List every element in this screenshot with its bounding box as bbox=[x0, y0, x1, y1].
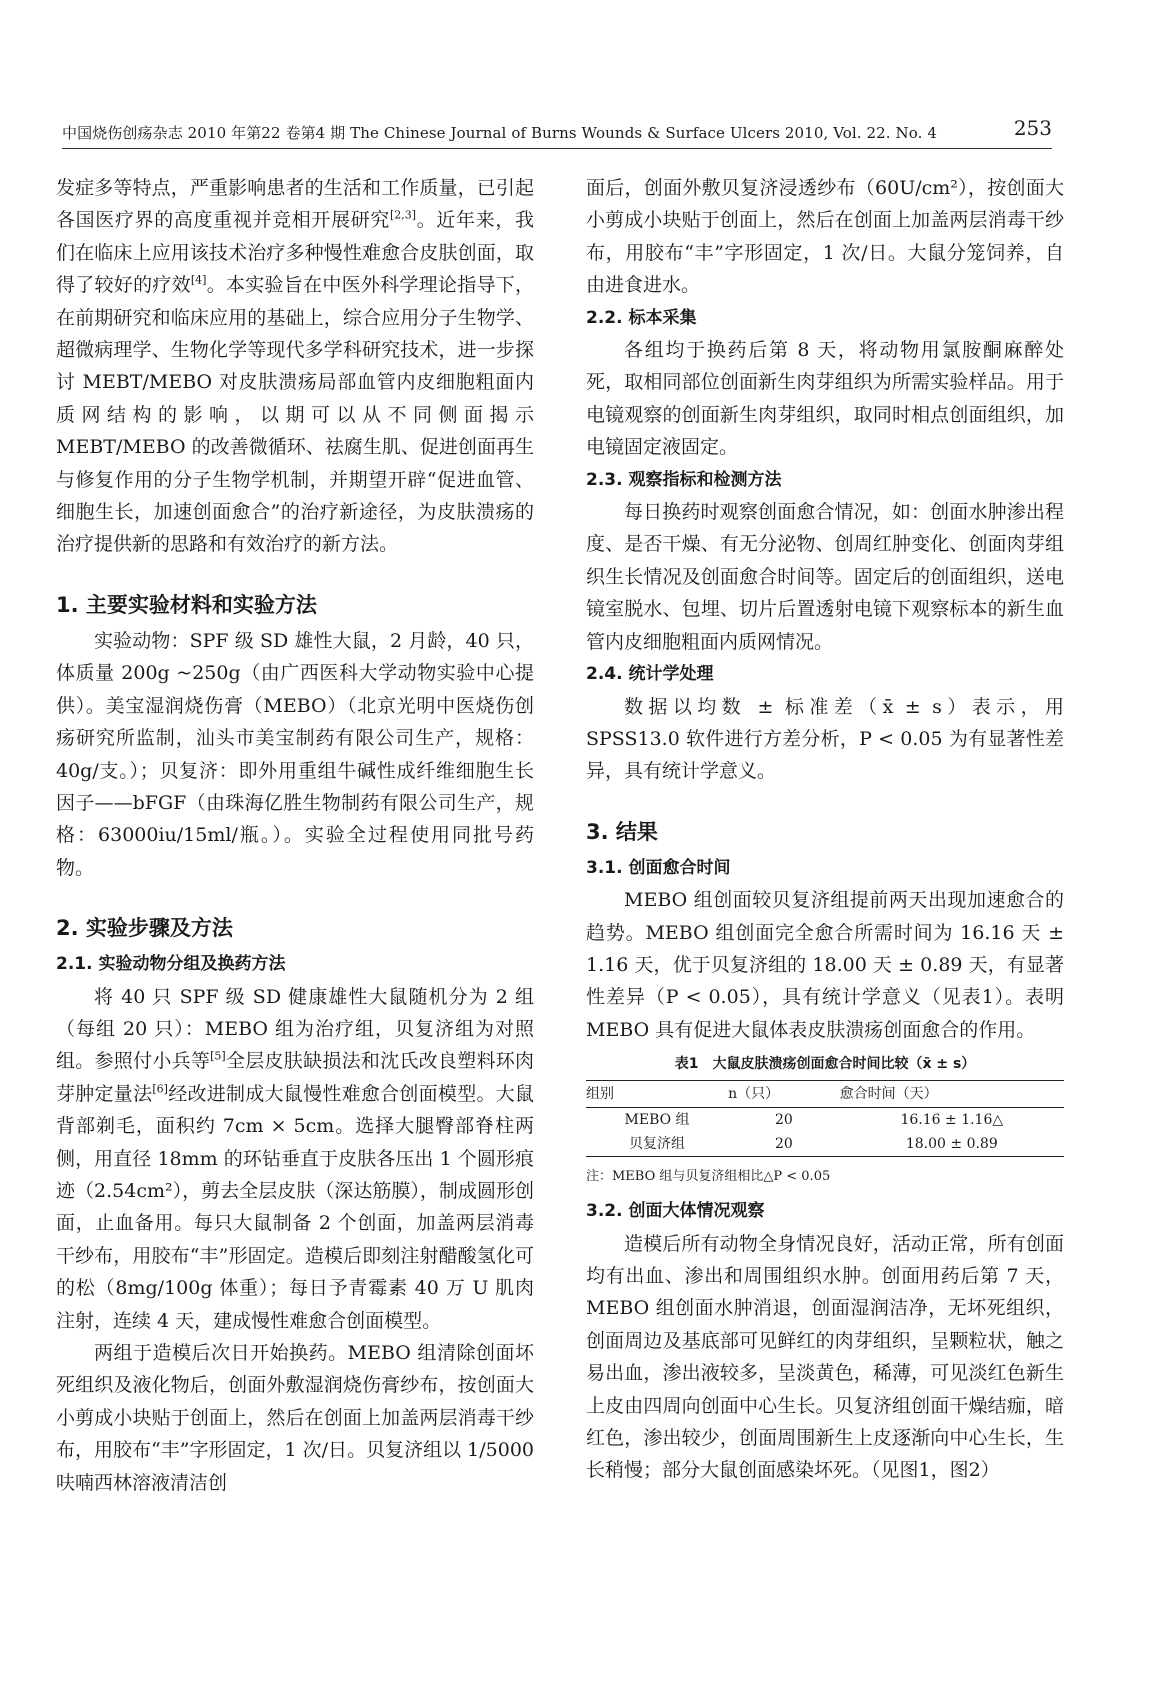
table-header-cell: 组别 bbox=[586, 1081, 728, 1108]
citation[interactable]: [5] bbox=[210, 1050, 226, 1064]
sampling-paragraph: 各组均于换药后第 8 天，将动物用氯胺酮麻醉处死，取相同部位创面新生肉芽组织为所需实验样品。用于电镜观察的创面新生肉芽组织，取同时相点创面组织，加电镜固定液固定。 bbox=[586, 339, 1064, 459]
section-2-2-heading: 2.2. 标本采集 bbox=[586, 307, 697, 328]
table-header-row bbox=[586, 1081, 1064, 1108]
journal-running-title: 中国烧伤创疡杂志 2010 年第22 卷第4 期 The Chinese Journal of Burns Wounds & Surface Ulcers 2010, Vol. 22. No. 4 bbox=[62, 124, 938, 142]
gross-observation-paragraph: 造模后所有动物全身情况良好，活动正常，所有创面均有出血、渗出和周围组织水肿。创面用药后第 7 天，MEBO 组创面水肿消退，创面湿润洁净，无坏死组织，创面周边及基底部可见鲜红的肉芽组织，呈颗粒状，触之易出血，渗出液较多，呈淡黄色，稀薄，可见淡红色新生上皮由四周向创面中心生长。贝复济组创面干燥结痂，暗红色，渗出较少，创面周围新生上皮逐渐向中心生长，生长稍慢；部分大鼠创面感染坏死。（见图1，图2） bbox=[586, 1232, 1064, 1482]
section-1-heading: 1. 主要实验材料和实验方法 bbox=[56, 592, 317, 617]
table-row bbox=[586, 1132, 1064, 1157]
right-column bbox=[586, 172, 1064, 1487]
section-3-2-heading: 3.2. 创面大体情况观察 bbox=[586, 1201, 765, 1222]
dressing-continued-paragraph: 面后，创面外敷贝复济浸透纱布（60U/cm²），按创面大小剪成小块贴于创面上，然后在创面上加盖两层消毒干纱布，用胶布“丰”字形固定，1 次/日。大鼠分笼饲养，自由进食进水。 bbox=[586, 177, 1064, 297]
citation[interactable]: [4] bbox=[190, 273, 207, 287]
section-2-4-heading: 2.4. 统计学处理 bbox=[586, 664, 714, 685]
grouping-paragraph: 将 40 只 SPF 级 SD 健康雄性大鼠随机分为 2 组（每组 20 只）：MEBO 组为治疗组，贝复济组为对照组。参照付小兵等[5]全层皮肤缺损法和沈氏改良塑料环肉芽肿定量法[6]经改进制成大鼠慢性难愈合创面模型。大鼠背部剃毛，面积约 7cm × 5cm。选择大腿臀部脊柱两侧，用直径 18mm 的环钻垂直于皮肤各压出 1 个圆形痕迹（2.54cm²），剪去全层皮肤（深达筋膜），制成圆形创面，止血备用。每只大鼠制备 2 个创面，加盖两层消毒干纱布，用胶布“丰”形固定。造模后即刻注射醋酸氢化可的松（8mg/100g 体重）；每日予青霉素 40 万 U 肌肉注射，连续 4 天，建成慢性难愈合创面模型。 bbox=[56, 985, 534, 1332]
running-header bbox=[62, 118, 1052, 149]
citation[interactable]: [6] bbox=[152, 1082, 168, 1096]
section-2-1-heading: 2.1. 实验动物分组及换药方法 bbox=[56, 954, 286, 975]
healing-time-paragraph: MEBO 组创面较贝复济组提前两天出现加速愈合的趋势。MEBO 组创面完全愈合所需时间为 16.16 天 ± 1.16 天，优于贝复济组的 18.00 天 ± 0.89 天，有显著性差异（P < 0.05），具有统计学意义（见表1）。表明 MEBO 具有促进大鼠体表皮肤溃疡创面愈合的作用。 bbox=[586, 889, 1064, 1041]
table-cell: MEBO 组 bbox=[624, 1112, 690, 1129]
table-1 bbox=[586, 1052, 1064, 1189]
statistics-paragraph: 数据以均数 ± 标准差（x̄ ± s）表示，用 SPSS13.0 软件进行方差分析，P < 0.05 为有显著性差异，具有统计学意义。 bbox=[586, 695, 1064, 783]
materials-paragraph: 实验动物：SPF 级 SD 雄性大鼠，2 月龄，40 只，体质量 200g ~250g（由广西医科大学动物实验中心提供）。美宝湿润烧伤膏（MEBO）（北京光明中医烧伤创疡研究所监制，汕头市美宝制药有限公司生产，规格：40g/支。）；贝复济：即外用重组牛碱性成纤维细胞生长因子——bFGF（由珠海亿胜生物制药有限公司生产，规格：63000iu/15ml/瓶。）。实验全过程使用同批号药物。 bbox=[56, 629, 534, 879]
observation-paragraph: 每日换药时观察创面愈合情况，如：创面水肿渗出程度、是否干燥、有无分泌物、创周红肿变化、创面肉芽组织生长情况及创面愈合时间等。固定后的创面组织，送电镜室脱水、包埋、切片后置透射电镜下观察标本的新生血管内皮细胞粗面内质网情况。 bbox=[586, 501, 1064, 653]
section-3-1-heading: 3.1. 创面愈合时间 bbox=[586, 857, 731, 878]
page-number: 253 bbox=[1013, 116, 1052, 140]
table-caption: 表1 大鼠皮肤溃疡创面愈合时间比较（x̄ ± s） bbox=[674, 1056, 976, 1073]
table-header-cell: n（只） bbox=[728, 1081, 840, 1108]
section-2-3-heading: 2.3. 观察指标和检测方法 bbox=[586, 469, 782, 490]
healing-time-table bbox=[586, 1080, 1064, 1157]
citation[interactable]: [2,3] bbox=[390, 209, 417, 223]
table-cell: 贝复济组 bbox=[586, 1132, 728, 1157]
section-3-heading: 3. 结果 bbox=[586, 819, 658, 844]
section-2-heading: 2. 实验步骤及方法 bbox=[56, 916, 233, 941]
table-cell: 20 bbox=[728, 1132, 840, 1157]
table-cell: 16.16 ± 1.16△ bbox=[900, 1112, 1004, 1129]
intro-paragraph: 发症多等特点，严重影响患者的生活和工作质量，已引起各国医疗界的高度重视并竞相开展研究[2,3]。近年来，我们在临床上应用该技术治疗多种慢性难愈合皮肤创面，取得了较好的疗效[4]。本实验旨在中医外科学理论指导下，在前期研究和临床应用的基础上，综合应用分子生物学、超微病理学、生物化学等现代多学科研究技术，进一步探讨 MEBT/MEBO 对皮肤溃疡局部血管内皮细胞粗面内质网结构的影响，以期可以从不同侧面揭示 MEBT/MEBO 的改善微循环、祛腐生肌、促进创面再生与修复作用的分子生物学机制，并期望开辟“促进血管、细胞生长，加速创面愈合”的治疗新途径，为皮肤溃疡的治疗提供新的思路和有效治疗的新方法。 bbox=[56, 177, 534, 556]
table-cell: 18.00 ± 0.89 bbox=[840, 1132, 1064, 1157]
table-cell: 20 bbox=[774, 1112, 793, 1129]
table-row bbox=[586, 1108, 1064, 1133]
left-column bbox=[56, 172, 534, 1499]
table-header-cell: 愈合时间（天） bbox=[840, 1081, 1064, 1108]
table-note: 注：MEBO 组与贝复济组相比△P < 0.05 bbox=[586, 1169, 831, 1185]
dressing-paragraph: 两组于造模后次日开始换药。MEBO 组清除创面坏死组织及液化物后，创面外敷湿润烧伤膏纱布，按创面大小剪成小块贴于创面上，然后在创面上加盖两层消毒干纱布，用胶布“丰”字形固定，1 次/日。贝复济组以 1/5000 呋喃西林溶液清洁创 bbox=[56, 1342, 534, 1494]
